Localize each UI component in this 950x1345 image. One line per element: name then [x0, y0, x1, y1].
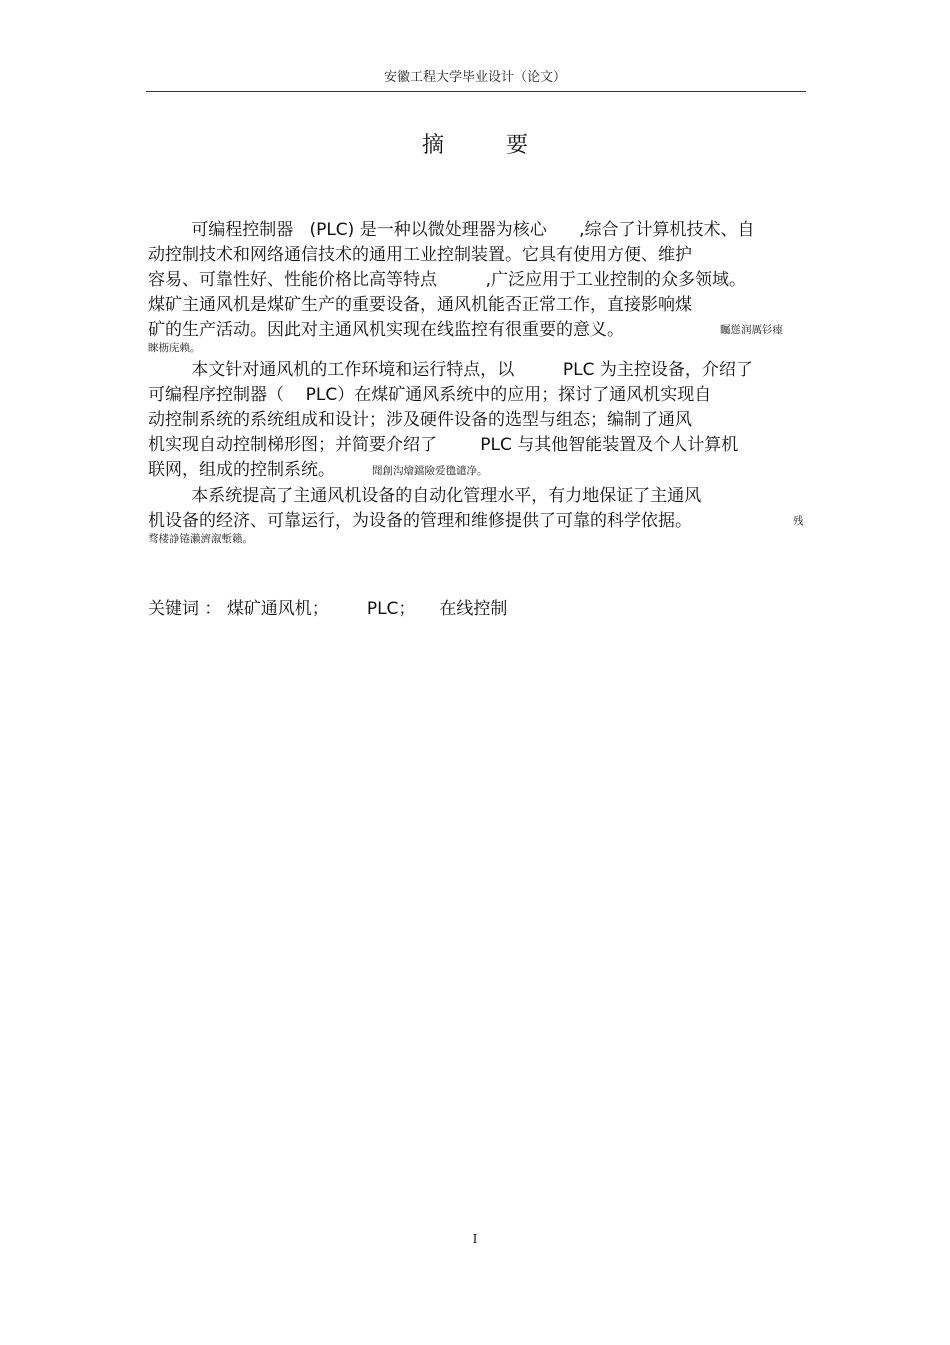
garbled-text: 聞創沟燴鐺險爱氇谴净。 — [372, 465, 488, 477]
abstract-line: 可编程序控制器（ PLC）在煤矿通风系统中的应用；探讨了通风机实现自 — [148, 385, 712, 405]
garbled-text: 骛楼諍锩瀨濟溆塹籟。 — [148, 533, 253, 545]
abstract-line: 本文针对通风机的工作环境和运行特点，以 PLC 为主控设备，介绍了 — [148, 360, 753, 380]
page-number: I — [472, 1232, 478, 1246]
abstract-line: 动控制系统的系统组成和设计；涉及硬件设备的选型与组态；编制了通风 — [148, 410, 692, 430]
garbled-text: 残 — [793, 515, 804, 527]
abstract-line: 煤矿主通风机是煤矿生产的重要设备，通风机能否正常工作，直接影响煤 — [148, 295, 692, 315]
keywords-label: 关键词 ： — [148, 599, 222, 619]
abstract-title: 摘要 — [421, 133, 590, 158]
abstract-line: 机设备的经济、可靠运行，为设备的管理和维修提供了可靠的科学依据。 — [148, 511, 692, 531]
garbled-text: 矚慫润厲钐瘗 — [720, 324, 783, 336]
keyword-item: 在线控制 — [439, 599, 508, 619]
abstract-line: 动控制技术和网络通信技术的通用工业控制装置。它具有使用方便、维护 — [148, 245, 692, 265]
abstract-line: 机实现自动控制梯形图；并简要介绍了 PLC 与其他智能装置及个人计算机 — [148, 435, 739, 455]
abstract-line: 矿的生产活动。因此对主通风机实现在线监控有很重要的意义。 — [148, 320, 624, 340]
keyword-item: PLC； — [366, 599, 416, 619]
abstract-line: 容易、可靠性好、性能价格比高等特点 ,广泛应用于工业控制的众多领域。 — [148, 270, 747, 290]
keyword-item: 煤矿通风机； — [226, 599, 329, 619]
running-header: 安徽工程大学毕业设计（论文） — [383, 70, 566, 85]
keywords-line — [148, 594, 507, 619]
abstract-line: 本系统提高了主通风机设备的自动化管理水平，有力地保证了主通风 — [148, 486, 702, 506]
header-rule — [146, 91, 806, 92]
garbled-text: 睞枥庑赖。 — [148, 342, 201, 354]
abstract-line: 联网，组成的控制系统。 — [148, 460, 335, 480]
abstract-line: 可编程控制器 (PLC) 是一种以微处理器为核心 ,综合了计算机技术、自 — [148, 220, 755, 240]
